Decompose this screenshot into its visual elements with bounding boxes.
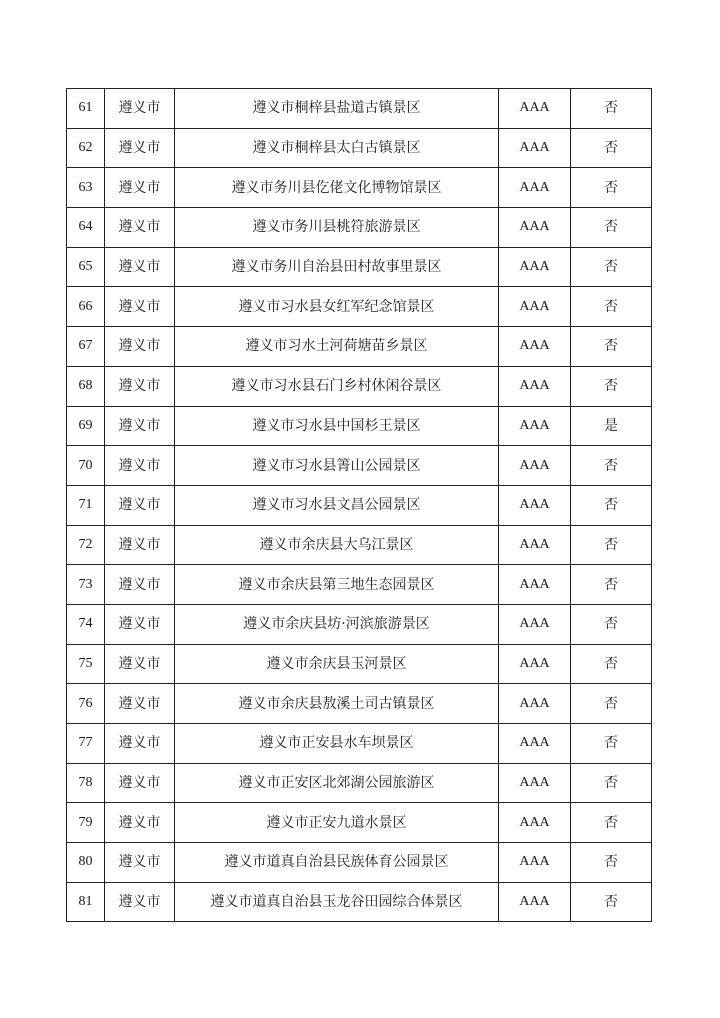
row-number-cell: 81 — [67, 882, 105, 922]
flag-cell: 否 — [571, 604, 652, 644]
table-row — [67, 287, 652, 327]
row-number-cell: 68 — [67, 366, 105, 406]
city-cell: 遵义市 — [105, 525, 175, 565]
flag-cell: 否 — [571, 763, 652, 803]
grade-cell: AAA — [499, 168, 571, 208]
scenic-area-name-cell: 遵义市余庆县大乌江景区 — [175, 525, 499, 565]
table-row — [67, 208, 652, 248]
row-number-cell: 73 — [67, 565, 105, 605]
scenic-area-name-cell: 遵义市习水县中国杉王景区 — [175, 406, 499, 446]
flag-cell: 否 — [571, 366, 652, 406]
table-row — [67, 724, 652, 764]
grade-cell: AAA — [499, 446, 571, 486]
row-number-cell: 65 — [67, 247, 105, 287]
city-cell: 遵义市 — [105, 247, 175, 287]
table-row — [67, 684, 652, 724]
row-number-cell: 64 — [67, 208, 105, 248]
row-number-cell: 78 — [67, 763, 105, 803]
flag-cell: 否 — [571, 882, 652, 922]
grade-cell: AAA — [499, 406, 571, 446]
flag-cell: 否 — [571, 644, 652, 684]
grade-cell: AAA — [499, 604, 571, 644]
row-number-cell: 70 — [67, 446, 105, 486]
row-number-cell: 62 — [67, 128, 105, 168]
city-cell: 遵义市 — [105, 89, 175, 129]
scenic-area-name-cell: 遵义市余庆县坊·河滨旅游景区 — [175, 604, 499, 644]
table-row — [67, 128, 652, 168]
row-number-cell: 80 — [67, 843, 105, 883]
flag-cell: 否 — [571, 724, 652, 764]
row-number-cell: 71 — [67, 485, 105, 525]
table-row — [67, 485, 652, 525]
flag-cell: 否 — [571, 128, 652, 168]
city-cell: 遵义市 — [105, 882, 175, 922]
flag-cell: 否 — [571, 446, 652, 486]
scenic-area-name-cell: 遵义市余庆县玉河景区 — [175, 644, 499, 684]
flag-cell: 否 — [571, 485, 652, 525]
flag-cell: 否 — [571, 168, 652, 208]
grade-cell: AAA — [499, 366, 571, 406]
city-cell: 遵义市 — [105, 485, 175, 525]
flag-cell: 是 — [571, 406, 652, 446]
flag-cell: 否 — [571, 684, 652, 724]
city-cell: 遵义市 — [105, 128, 175, 168]
grade-cell: AAA — [499, 485, 571, 525]
grade-cell: AAA — [499, 565, 571, 605]
city-cell: 遵义市 — [105, 287, 175, 327]
grade-cell: AAA — [499, 208, 571, 248]
grade-cell: AAA — [499, 644, 571, 684]
grade-cell: AAA — [499, 684, 571, 724]
grade-cell: AAA — [499, 763, 571, 803]
table-row — [67, 406, 652, 446]
scenic-area-name-cell: 遵义市正安区北郊湖公园旅游区 — [175, 763, 499, 803]
flag-cell: 否 — [571, 208, 652, 248]
flag-cell: 否 — [571, 803, 652, 843]
grade-cell: AAA — [499, 843, 571, 883]
table-row — [67, 327, 652, 367]
table-row — [67, 525, 652, 565]
city-cell: 遵义市 — [105, 446, 175, 486]
row-number-cell: 61 — [67, 89, 105, 129]
grade-cell: AAA — [499, 247, 571, 287]
table-row — [67, 565, 652, 605]
table-row — [67, 882, 652, 922]
table-body — [67, 89, 652, 922]
row-number-cell: 67 — [67, 327, 105, 367]
scenic-area-name-cell: 遵义市正安县水车坝景区 — [175, 724, 499, 764]
grade-cell: AAA — [499, 803, 571, 843]
grade-cell: AAA — [499, 525, 571, 565]
city-cell: 遵义市 — [105, 327, 175, 367]
row-number-cell: 63 — [67, 168, 105, 208]
row-number-cell: 76 — [67, 684, 105, 724]
city-cell: 遵义市 — [105, 724, 175, 764]
table-row — [67, 843, 652, 883]
scenic-area-name-cell: 遵义市务川自治县田村故事里景区 — [175, 247, 499, 287]
scenic-area-name-cell: 遵义市余庆县敖溪土司古镇景区 — [175, 684, 499, 724]
row-number-cell: 72 — [67, 525, 105, 565]
grade-cell: AAA — [499, 882, 571, 922]
grade-cell: AAA — [499, 327, 571, 367]
city-cell: 遵义市 — [105, 644, 175, 684]
scenic-area-table — [66, 88, 652, 922]
scenic-area-name-cell: 遵义市务川县仡佬文化博物馆景区 — [175, 168, 499, 208]
grade-cell: AAA — [499, 89, 571, 129]
row-number-cell: 79 — [67, 803, 105, 843]
scenic-area-name-cell: 遵义市务川县桃符旅游景区 — [175, 208, 499, 248]
city-cell: 遵义市 — [105, 406, 175, 446]
scenic-area-name-cell: 遵义市习水县文昌公园景区 — [175, 485, 499, 525]
grade-cell: AAA — [499, 724, 571, 764]
flag-cell: 否 — [571, 843, 652, 883]
row-number-cell: 69 — [67, 406, 105, 446]
city-cell: 遵义市 — [105, 565, 175, 605]
scenic-area-name-cell: 遵义市习水县女红军纪念馆景区 — [175, 287, 499, 327]
scenic-area-name-cell: 遵义市道真自治县民族体育公园景区 — [175, 843, 499, 883]
city-cell: 遵义市 — [105, 366, 175, 406]
table-row — [67, 89, 652, 129]
city-cell: 遵义市 — [105, 843, 175, 883]
row-number-cell: 74 — [67, 604, 105, 644]
flag-cell: 否 — [571, 565, 652, 605]
city-cell: 遵义市 — [105, 684, 175, 724]
scenic-area-name-cell: 遵义市余庆县第三地生态园景区 — [175, 565, 499, 605]
table-row — [67, 247, 652, 287]
flag-cell: 否 — [571, 525, 652, 565]
scenic-area-name-cell: 遵义市习水土河荷塘苗乡景区 — [175, 327, 499, 367]
city-cell: 遵义市 — [105, 803, 175, 843]
city-cell: 遵义市 — [105, 168, 175, 208]
flag-cell: 否 — [571, 89, 652, 129]
scenic-area-name-cell: 遵义市道真自治县玉龙谷田园综合体景区 — [175, 882, 499, 922]
city-cell: 遵义市 — [105, 208, 175, 248]
row-number-cell: 75 — [67, 644, 105, 684]
table-row — [67, 604, 652, 644]
table-row — [67, 644, 652, 684]
table-row — [67, 803, 652, 843]
table-row — [67, 446, 652, 486]
scenic-area-name-cell: 遵义市习水县石门乡村休闲谷景区 — [175, 366, 499, 406]
row-number-cell: 77 — [67, 724, 105, 764]
city-cell: 遵义市 — [105, 604, 175, 644]
grade-cell: AAA — [499, 128, 571, 168]
table-row — [67, 763, 652, 803]
scenic-area-name-cell: 遵义市桐梓县太白古镇景区 — [175, 128, 499, 168]
scenic-area-name-cell: 遵义市桐梓县盐道古镇景区 — [175, 89, 499, 129]
grade-cell: AAA — [499, 287, 571, 327]
table-row — [67, 366, 652, 406]
flag-cell: 否 — [571, 247, 652, 287]
flag-cell: 否 — [571, 327, 652, 367]
table-row — [67, 168, 652, 208]
scenic-area-name-cell: 遵义市习水县箐山公园景区 — [175, 446, 499, 486]
row-number-cell: 66 — [67, 287, 105, 327]
flag-cell: 否 — [571, 287, 652, 327]
scenic-area-name-cell: 遵义市正安九道水景区 — [175, 803, 499, 843]
city-cell: 遵义市 — [105, 763, 175, 803]
